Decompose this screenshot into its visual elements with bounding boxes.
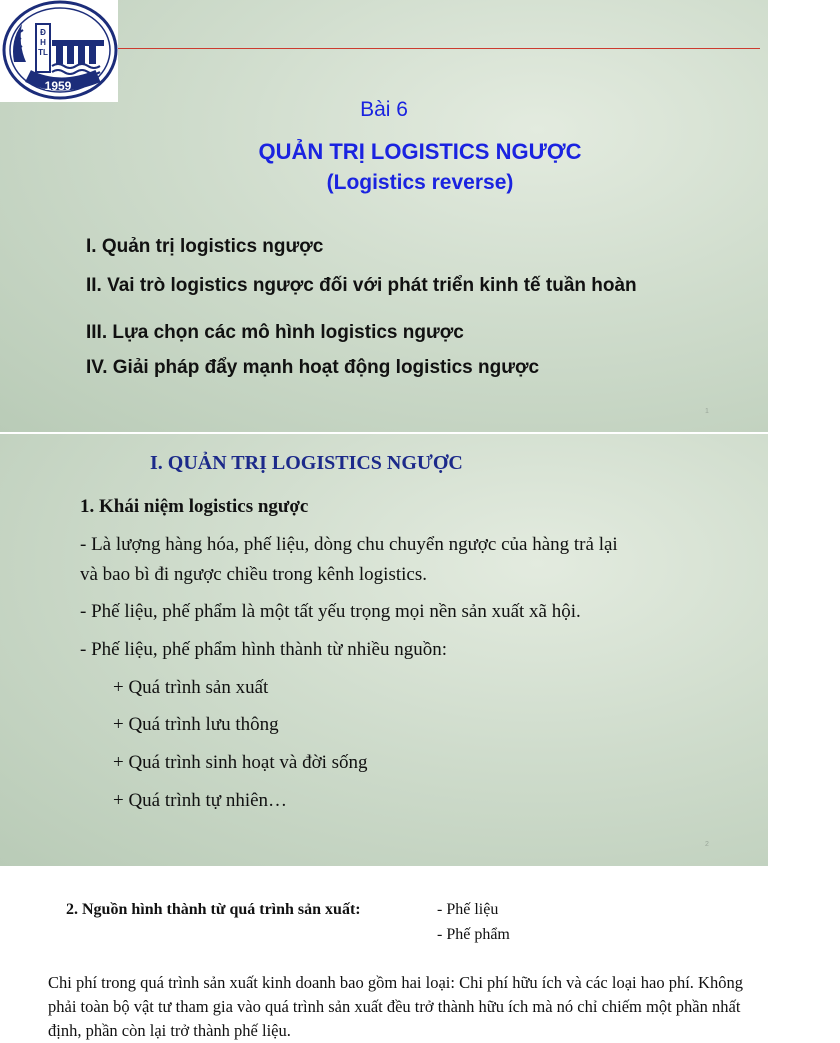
outline-item-1: I. Quản trị logistics ngược — [86, 236, 324, 257]
university-logo — [0, 0, 118, 102]
bullet-item-2: + Quá trình lưu thông — [113, 714, 279, 735]
text-line-2: và bao bì đi ngược chiều trong kênh logistics. — [80, 564, 427, 585]
bullet-item-3: + Quá trình sinh hoạt và đời sống — [113, 752, 368, 773]
slide-1 — [0, 0, 768, 432]
outline-item-2: II. Vai trò logistics ngược đối với phát triển kinh tế tuần hoàn — [86, 275, 637, 296]
section-heading: I. QUẢN TRỊ LOGISTICS NGƯỢC — [150, 452, 463, 474]
bullet-item-4: + Quá trình tự nhiên… — [113, 790, 288, 811]
section-subheading: 1. Khái niệm logistics ngược — [80, 496, 309, 517]
bullet-item-1: + Quá trình sản xuất — [113, 677, 269, 698]
page-number: 1 — [705, 408, 709, 415]
list-item-2: - Phế phẩm — [437, 926, 510, 943]
header-divider — [118, 48, 760, 49]
lesson-number: Bài 6 — [360, 98, 408, 121]
section-subheading: 2. Nguồn hình thành từ quá trình sản xuất: — [66, 901, 361, 918]
page-number: 2 — [705, 841, 709, 848]
outline-item-3: III. Lựa chọn các mô hình logistics ngược — [86, 322, 464, 343]
text-line-4: - Phế liệu, phế phẩm hình thành từ nhiều nguồn: — [80, 639, 448, 660]
list-item-1: - Phế liệu — [437, 901, 499, 918]
slide-subtitle: (Logistics reverse) — [326, 171, 514, 194]
body-paragraph: Chi phí trong quá trình sản xuất kinh doanh bao gồm hai loại: Chi phí hữu ích và các loại hao phí. Không phải toàn bộ vật tư tham gia vào quá trình sản xuất đều trở thành hữu ích mà nó chỉ chiếm một phần nhất định, phần còn lại trở thành phế liệu. — [48, 973, 743, 1040]
outline-item-4: IV. Giải pháp đẩy mạnh hoạt động logistics ngược — [86, 357, 540, 378]
slide-3 — [0, 868, 768, 1040]
text-line-1: - Là lượng hàng hóa, phế liệu, dòng chu chuyển ngược của hàng trả lại — [80, 534, 618, 555]
slide-title: QUẢN TRỊ LOGISTICS NGƯỢC — [258, 139, 582, 164]
slide-2 — [0, 434, 768, 866]
logo-year: 1959 — [44, 79, 72, 93]
text-line-3: - Phế liệu, phế phẩm là một tất yếu trọng mọi nền sản xuất xã hội. — [80, 601, 581, 622]
logo-letters: ĐHTL — [38, 28, 48, 57]
